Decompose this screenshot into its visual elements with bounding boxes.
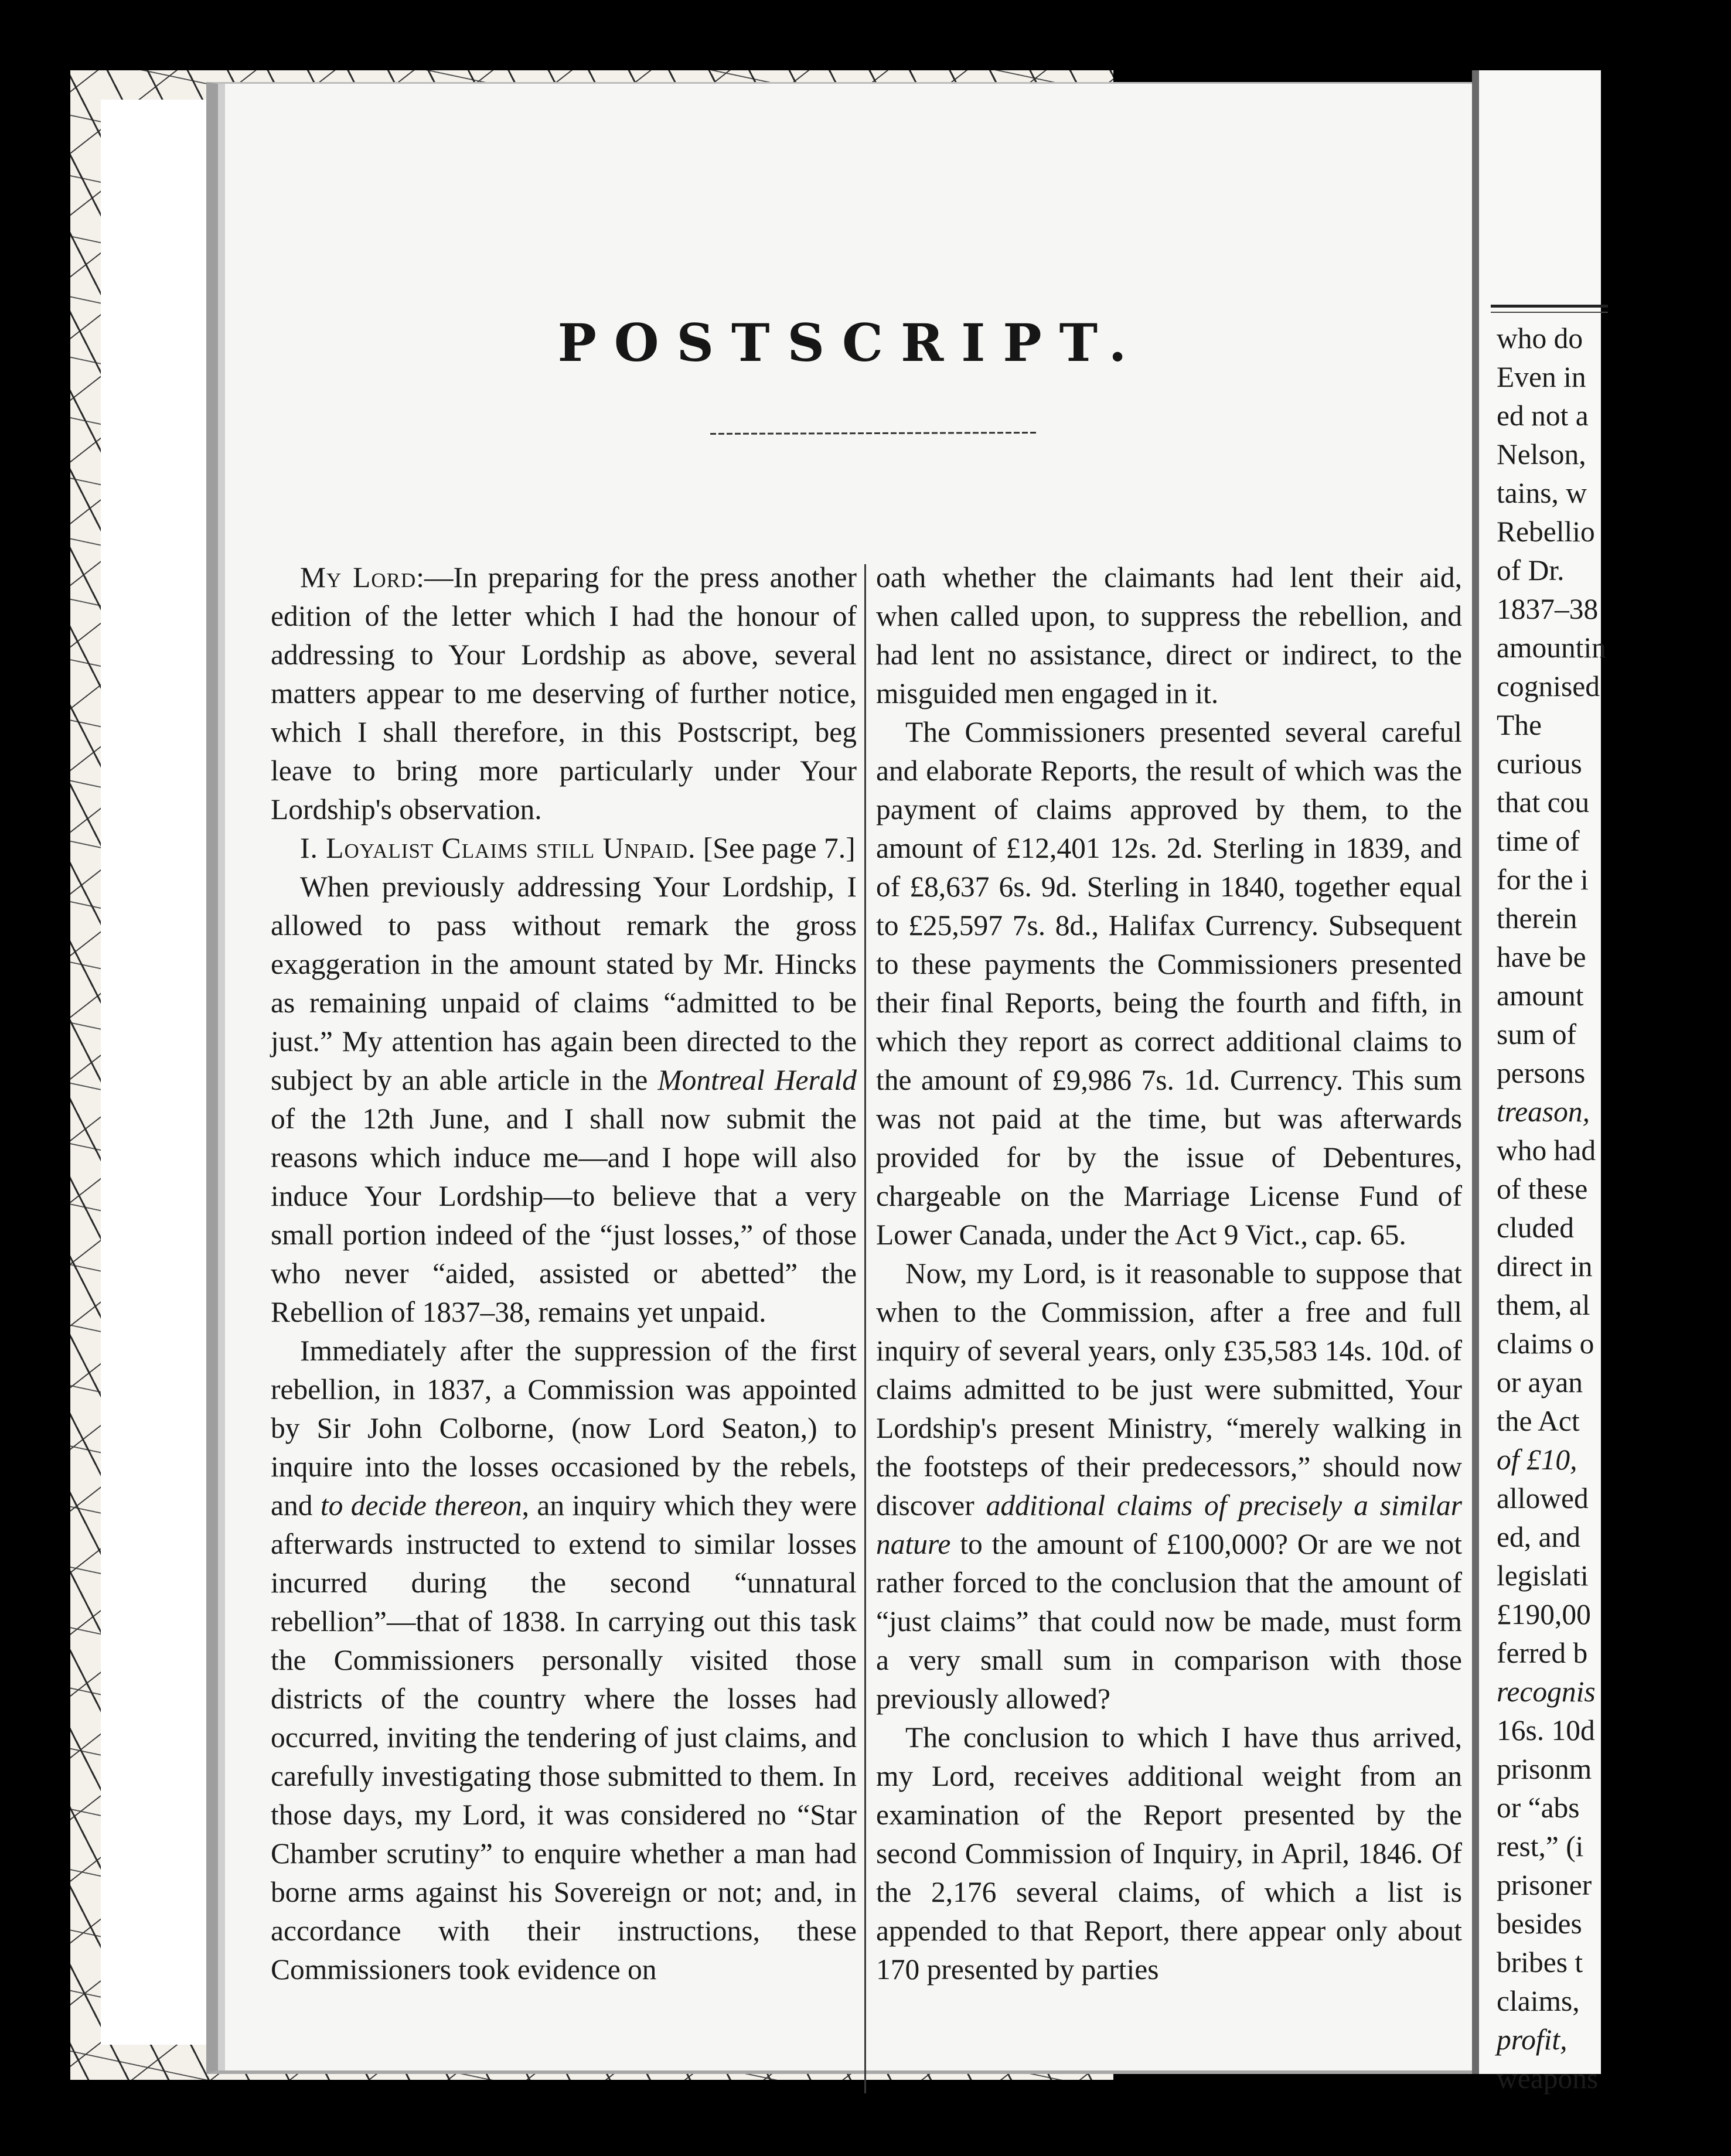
italic-phrase: additional claims of precisely a similar nature [876, 1489, 1462, 1560]
page-title: POSTSCRIPT. [557, 312, 1144, 373]
italic-phrase: to decide thereon [320, 1489, 522, 1522]
adjacent-page-line: legislati [1497, 1560, 1589, 1592]
adjacent-page-line: or “abs [1497, 1792, 1580, 1824]
adjacent-page-line: that cou [1497, 786, 1590, 818]
paragraph-text: to the amount of £100,000? Or are we not rather forced to the conclusion that the amount of “just claims” that could now be made, must form a very small sum in comparison with those previously allowed? [876, 1528, 1462, 1715]
adjacent-page-line: of Dr. [1497, 554, 1565, 586]
adjacent-page-line: cognised [1497, 670, 1600, 702]
adjacent-page-line: ed not a [1497, 400, 1589, 432]
adjacent-page-line: amountin [1497, 632, 1606, 664]
left-text-column [271, 558, 857, 2105]
adjacent-page-line: recognis [1497, 1676, 1596, 1708]
adjacent-page-fragment [1472, 70, 1606, 2094]
paragraph [271, 1332, 857, 1989]
adjacent-page-line: persons [1497, 1057, 1586, 1089]
paragraph: oath whether the claimants had lent their aid, when called upon, to suppress the rebellion, and had lent no assistance, direct or indirect, to the misguided men engaged in it. [876, 561, 1462, 709]
adjacent-page-line: who do [1497, 322, 1583, 354]
adjacent-page-line: who had [1497, 1134, 1596, 1166]
adjacent-page-line: cluded [1497, 1212, 1574, 1244]
adjacent-page-line: 1837–38 [1497, 593, 1599, 625]
paragraph-text: Now, my Lord, is it reasonable to suppose that when to the Commission, after a free and full inquiry of several years, only £35,583 14s. 10d. of claims admitted to be just were submitted, Your Lordship's present Ministry, “merely walking in the footsteps of their predecessors,” should now discover [876, 1257, 1462, 1522]
paragraph: The Commissioners presented several careful and elaborate Reports, the result of which was the payment of claims approved by them, to the amount of £12,401 12s. 2d. Sterling in 1839, and of £8,637 6s. 9d. Sterling in 1840, together equal to £25,597 7s. 8d., Halifax Currency. Subsequent to these payments the Commissioners presented their final Reports, being the fourth and fifth, in which they report as correct additional claims to the amount of £9,986 7s. 1d. Currency. This sum was not paid at the time, but was afterwards provided for by the issue of Debentures, chargeable on the Marriage License Fund of Lower Canada, under the Act 9 Vict., cap. 65. [876, 716, 1462, 1251]
adjacent-page-line: claims o [1497, 1328, 1594, 1360]
column-divider [864, 564, 866, 2093]
adjacent-page-line: them, al [1497, 1289, 1590, 1321]
adjacent-page-line: tains, w [1497, 477, 1587, 509]
adjacent-page-line: Even in [1497, 361, 1586, 393]
title-ornamental-rule [710, 429, 1038, 435]
header-rule [1491, 305, 1608, 308]
adjacent-page-line: ed, and [1497, 1521, 1580, 1553]
paragraph: The conclusion to which I have thus arrived, my Lord, receives additional weight from an examination of the Report presented by the second Commission of Inquiry, in April, 1846. Of the 2,176 several claims, of which a list is appended to that Report, there appear only about 170 presented by parties [876, 1721, 1462, 1986]
paragraph-text: :—In preparing for the press another edition of the letter which I had the honour of addressing to Your Lordship as above, several matters appear to me deserving of further notice, which I shall therefore, in this Postscript, beg leave to bring more particularly under Your Lordship's observation. [271, 561, 857, 825]
paragraph-text: Immediately after the suppression of the first rebellion, in 1837, a Commission was appointed by Sir John Colborne, (now Lord Seaton,) to inquire into the losses occasioned by the rebels, and [271, 1335, 857, 1522]
adjacent-page-line: rest,” (i [1497, 1830, 1584, 1862]
adjacent-page-line: claims, [1497, 1985, 1580, 2017]
adjacent-page-line: time of [1497, 825, 1580, 857]
adjacent-page-line: weapons [1497, 2062, 1599, 2094]
adjacent-page-line: ferred b [1497, 1637, 1588, 1669]
section-heading: I. Loyalist Claims still Unpaid. [300, 832, 696, 864]
right-text-column [876, 558, 1462, 2105]
adjacent-page-line: The [1497, 709, 1542, 741]
paragraph [271, 558, 857, 829]
adjacent-page-line: sum of [1497, 1018, 1577, 1050]
paragraph-text: , an inquiry which they were afterwards instructed to extend to similar losses incurred during the second “unnatural rebellion”—that of 1838. In carrying out this task the Commissioners personally visited those districts of the country where the losses had occurred, inviting the tendering of just claims, and carefully investigating those submitted to them. In those days, my Lord, it was considered no “Star Chamber scrutiny” to enquire whether a man had borne arms against his Sovereign or not; and, in accordance with their instructions, these Commissioners took evidence on [271, 1489, 857, 1986]
adjacent-page-line: prisonm [1497, 1753, 1592, 1785]
adjacent-page-line: £190,00 [1497, 1598, 1591, 1630]
adjacent-page-line: Nelson, [1497, 438, 1586, 470]
adjacent-page-line: of £10, [1497, 1444, 1577, 1476]
salutation: My Lord [300, 561, 417, 593]
adjacent-page-line: 16s. 10d [1497, 1714, 1595, 1746]
adjacent-page-line: prisoner [1497, 1869, 1592, 1901]
adjacent-page-line: bribes t [1497, 1946, 1583, 1978]
adjacent-page-line: Rebellio [1497, 516, 1595, 548]
adjacent-page-line: the Act [1497, 1405, 1580, 1437]
adjacent-page-line: amount [1497, 980, 1584, 1012]
adjacent-page-line: direct in [1497, 1250, 1593, 1282]
book-page [206, 82, 1472, 2074]
adjacent-page-line: allowed [1497, 1482, 1589, 1514]
adjacent-page-line: treason, [1497, 1096, 1590, 1128]
adjacent-page-line: for the i [1497, 864, 1589, 896]
adjacent-page-line: of these [1497, 1173, 1588, 1205]
paragraph-text: of the 12th June, and I shall now submit the reasons which induce me—and I hope will also induce Your Lordship—to believe that a very small portion indeed of the “just losses,” of those who never “aided, assisted or abetted” the Rebellion of 1837–38, remains yet unpaid. [271, 1103, 857, 1328]
bleed-through-text [282, 201, 1396, 231]
paragraph [876, 1254, 1462, 1718]
page-reference: [See page 7.] [703, 832, 856, 864]
newspaper-title: Montreal Herald [657, 1064, 857, 1096]
blank-flyleaf [101, 100, 206, 2045]
adjacent-page-line: therein [1497, 902, 1577, 934]
adjacent-page-line: profit, [1497, 2024, 1568, 2056]
adjacent-page-line: have be [1497, 941, 1586, 973]
page-gutter-shadow [218, 84, 225, 2070]
adjacent-page-lines [1497, 319, 1731, 2098]
adjacent-page-line: besides [1497, 1908, 1582, 1940]
adjacent-page-line: curious [1497, 748, 1582, 780]
paragraph [271, 868, 857, 1332]
section-heading-paragraph [271, 829, 857, 868]
paragraph-text: When previously addressing Your Lordship, I allowed to pass without remark the gross exaggeration in the amount stated by Mr. Hincks as remaining unpaid of claims “admitted to be just.” My attention has again been directed to the subject by an able article in the [271, 871, 857, 1096]
header-rule-thin [1491, 312, 1608, 313]
adjacent-page-line: or ayan [1497, 1366, 1583, 1398]
